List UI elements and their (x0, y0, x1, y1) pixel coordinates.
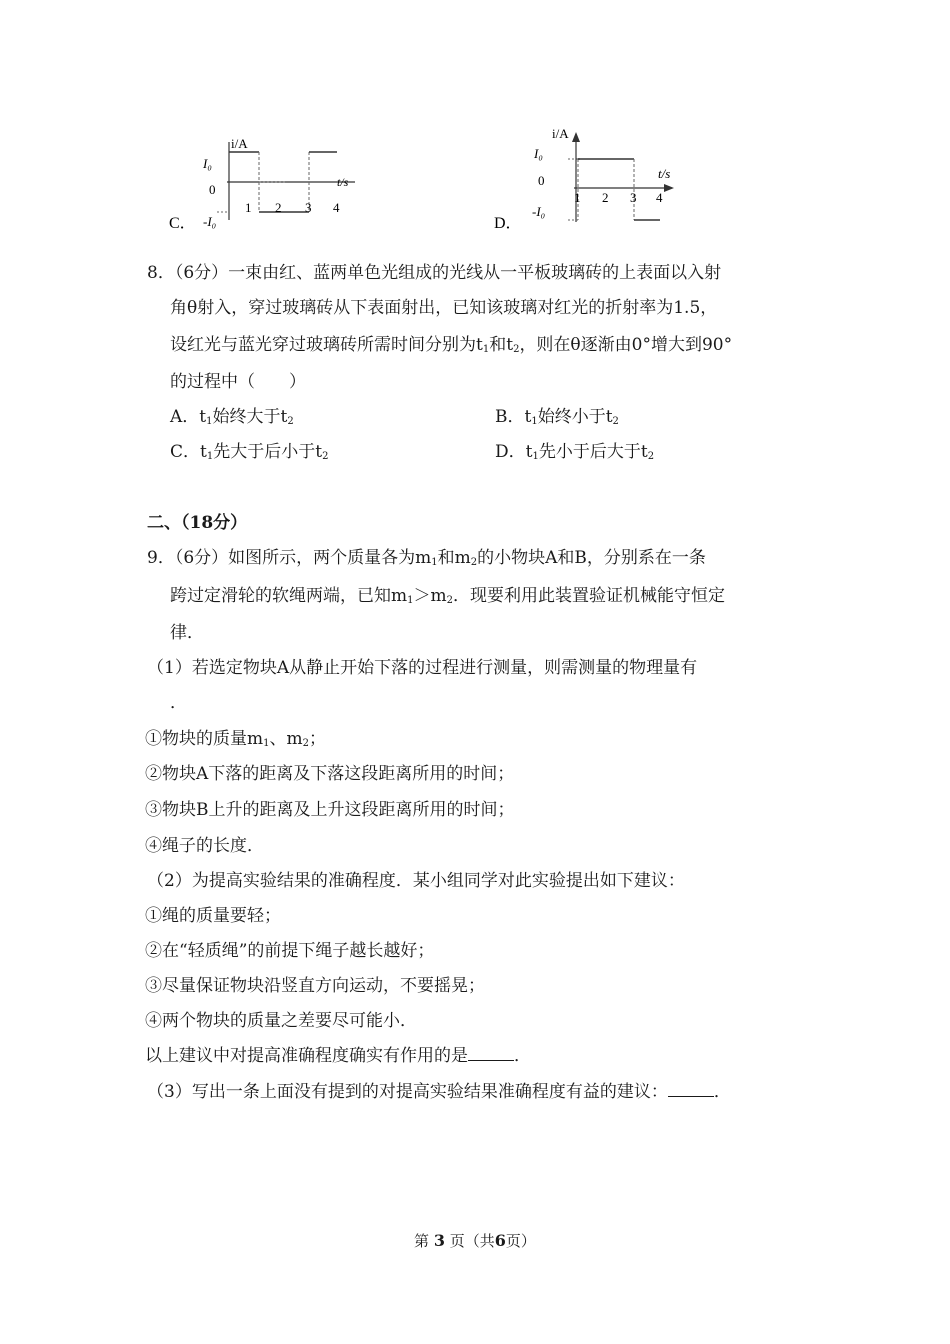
q9-part-2-item-2: ②在“轻质绳”的前提下绳子越长越好； (145, 941, 435, 961)
section-2-title: 二、（18分） (147, 513, 248, 533)
level-pos-label: I₀ (203, 156, 212, 171)
q9-line-3: 律． (170, 623, 204, 643)
graph-c (165, 128, 365, 238)
q9-part-2: （2）为提高实验结果的准确程度．某小组同学对此实验提出如下建议： (147, 871, 685, 891)
y-axis-label: i/A (231, 136, 248, 151)
level-zero-label: 0 (209, 182, 216, 197)
figure-option-d (492, 122, 692, 238)
page-number: 3 (433, 1231, 445, 1250)
q9-part-1-blank: ． (170, 693, 187, 713)
q9-part-1-item-4: ④绳子的长度． (145, 836, 264, 856)
tick-4: 4 (333, 200, 340, 215)
level-pos-label: I₀ (534, 146, 543, 161)
option-d-label: D． (494, 215, 522, 232)
level-neg-label: -I₀ (532, 204, 546, 219)
level-neg-label: -I₀ (203, 214, 217, 229)
graph-d (492, 122, 692, 238)
q9-part-1-item-2: ②物块A下落的距离及下落这段距离所用的时间； (145, 764, 515, 784)
tick-2: 2 (275, 200, 282, 215)
q8-option-d: D．$t_1$先小于后大于$t_2$ (495, 442, 655, 462)
q9-line-2: 跨过定滑轮的软绳两端，已知$m_1>m_2$．现要利用此装置验证机械能守恒定 (170, 586, 725, 606)
q8-line-3: 设红光与蓝光穿过玻璃砖所需时间分别为$t_1$和$t_2$，则在θ逐渐由0°增大到90° (170, 335, 733, 355)
q8-option-b: B．$t_1$始终小于$t_2$ (495, 407, 619, 427)
q9-line-1: 9．（6分）如图所示，两个质量各为$m_1$和$m_2$的小物块A和B，分别系在一条 (147, 548, 706, 568)
x-axis-label: t/s (337, 175, 349, 189)
level-zero-label: 0 (538, 173, 545, 188)
q8-option-c: C．$t_1$先大于后小于$t_2$ (170, 442, 329, 462)
answer-blank[interactable] (468, 1046, 514, 1061)
q9-part-1-item-3: ③物块B上升的距离及上升这段距离所用的时间； (145, 800, 515, 820)
tick-1: 1 (245, 200, 252, 215)
q8-line-4: 的过程中（ ） (170, 372, 306, 392)
q8-line-1: 8．（6分）一束由红、蓝两单色光组成的光线从一平板玻璃砖的上表面以入射 (147, 263, 722, 283)
q8-option-a: A．$t_1$始终大于$t_2$ (170, 407, 294, 427)
tick-3: 3 (630, 190, 637, 205)
tick-1: 1 (574, 190, 581, 205)
tick-3: 3 (305, 200, 312, 215)
q9-part-3: （3）写出一条上面没有提到的对提高实验结果准确程度有益的建议： ． (147, 1082, 731, 1102)
page-footer: 第 3 页（共6页） (414, 1231, 536, 1250)
q9-part-2-item-1: ①绳的质量要轻； (145, 906, 281, 926)
tick-4: 4 (656, 190, 663, 205)
q8-line-2: 角θ射入，穿过玻璃砖从下表面射出，已知该玻璃对红光的折射率为1.5， (170, 298, 718, 318)
q9-part-1-item-1: ①物块的质量$m_1$、$m_2$； (145, 729, 326, 749)
q9-part-1: （1）若选定物块A从静止开始下落的过程进行测量，则需测量的物理量有 (147, 658, 698, 678)
option-c-label: C． (169, 215, 196, 232)
page-total: 6 (494, 1231, 506, 1250)
y-axis-label: i/A (552, 126, 569, 141)
answer-blank[interactable] (668, 1082, 714, 1097)
q9-part-2-question: 以上建议中对提高准确程度确实有作用的是 ． (145, 1046, 531, 1066)
x-axis-label: t/s (658, 166, 671, 181)
q9-part-2-item-3: ③尽量保证物块沿竖直方向运动，不要摇晃； (145, 976, 485, 996)
q9-part-2-item-4: ④两个物块的质量之差要尽可能小． (145, 1011, 417, 1031)
figure-option-c (165, 128, 365, 238)
tick-2: 2 (602, 190, 609, 205)
